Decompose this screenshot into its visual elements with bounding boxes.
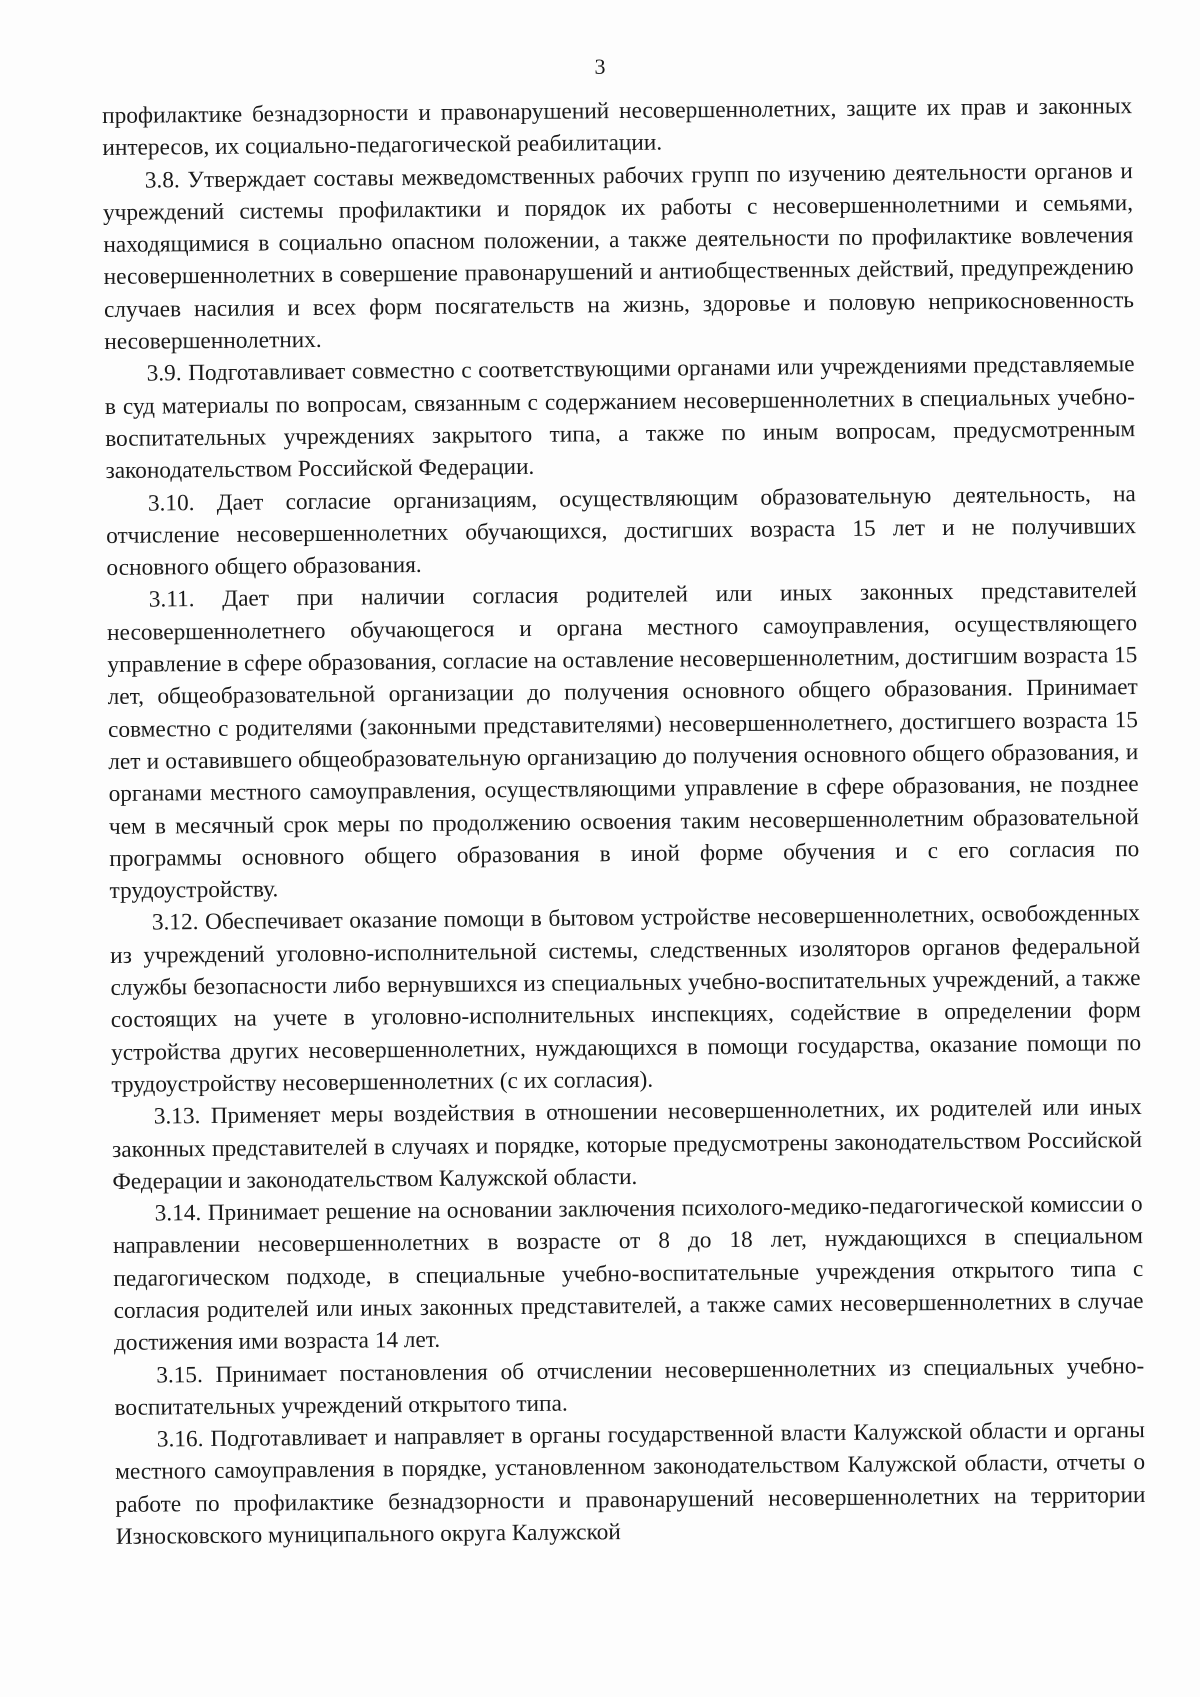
paragraph-3-10: 3.10. Дает согласие организациям, осуществляющим образовательную деятельность, на отчисление несовершеннолетних обучающихся, достигших возраста 15 лет и не получивших основного общего образования. — [106, 480, 1137, 582]
paragraph-3-8: 3.8. Утверждает составы межведомственных рабочих групп по изучению деятельности органов и учреждений системы профилактики и порядок их работы с несовершеннолетними и семьями, находящимися в социально опасном положении, а также деятельности по профилактике вовлечения несовершеннолетних в совершение правонарушений и антиобщественных действий, предупреждению случаев насилия и всех форм посягательств на жизнь, здоровье и половую неприкосновенность несовершеннолетних. — [102, 157, 1135, 356]
paragraph-3-9: 3.9. Подготавливает совместно с соответствующими органами или учреждениями представляемые в суд материалы по вопросам, связанным с содержанием несовершеннолетних в специальных учебно-воспитательных учреждениях закрытого типа, а также по иным вопросам, предусмотренным законодательством Российской Федерации. — [104, 351, 1136, 485]
paragraph-continuation: профилактике безнадзорности и правонарушений несовершеннолетних, защите их прав и законных интересов, их социально-педагогической реабилитации. — [102, 93, 1133, 162]
document-body — [102, 90, 1146, 1553]
paragraph-3-16: 3.16. Подготавливает и направляет в органы государственной власти Калужской области и органы местного самоуправления в порядке, установленном законодательством Калужской области, отчеты о работе по профилактике безнадзорности и правонарушений несовершеннолетних на территории Износковского муниципального округа Калужской — [115, 1417, 1146, 1550]
paragraph-3-15: 3.15. Принимает постановления об отчислении несовершеннолетних из специальных учебно-воспитательных учреждений открытого типа. — [114, 1352, 1145, 1421]
paragraph-3-11: 3.11. Дает при наличии согласия родителей или иных законных представителей несовершеннолетнего обучающегося и органа местного самоуправления, осуществляющего управление в сфере образования, согласие на оставление несовершеннолетним, достигшим возраста 15 лет, общеобразовательной организации до получения основного общего образования. Принимает совместно с родителями (законными представителями) несовершеннолетнего, достигшего возраста 15 лет и оставившего общеобразовательную организацию до получения основного общего образования, и органами местного самоуправления, осуществляющими управление в сфере образования, не позднее чем в месячный срок меры по продолжению освоения таким несовершеннолетним образовательной программы основного общего образования в иной форме обучения и с его согласия по трудоустройству. — [106, 577, 1140, 905]
paragraph-3-13: 3.13. Применяет меры воздействия в отношении несовершеннолетних, их родителей или иных законных представителей в случаях и порядке, которые предусмотрены законодательством Российской Федерации и законодательством Калужской области. — [111, 1094, 1143, 1195]
paragraph-3-14: 3.14. Принимает решение на основании заключения психолого-медико-педагогической комиссии о направлении несовершеннолетних в возрасте от 8 до 18 лет, нуждающихся в специальном педагогическом подходе, в специальные учебно-воспитательные учреждения открытого типа с согласия родителей или иных законных представителей, а также самих несовершеннолетних в случае достижения ими возраста 14 лет. — [112, 1191, 1144, 1357]
page-number: 3 — [594, 54, 606, 79]
paragraph-3-12: 3.12. Обеспечивает оказание помощи в бытовом устройстве несовершеннолетних, освобожденных из учреждений уголовно-исполнительной системы, следственных изоляторов органов федеральной службы безопасности либо вернувшихся из специальных учебно-воспитательных учреждений, а также состоящих на учете в уголовно-исполнительных инспекциях, содействие в определении форм устройства других несовершеннолетних, нуждающихся в помощи государства, оказание помощи по трудоустройству несовершеннолетних (с их согласия). — [110, 900, 1142, 1098]
